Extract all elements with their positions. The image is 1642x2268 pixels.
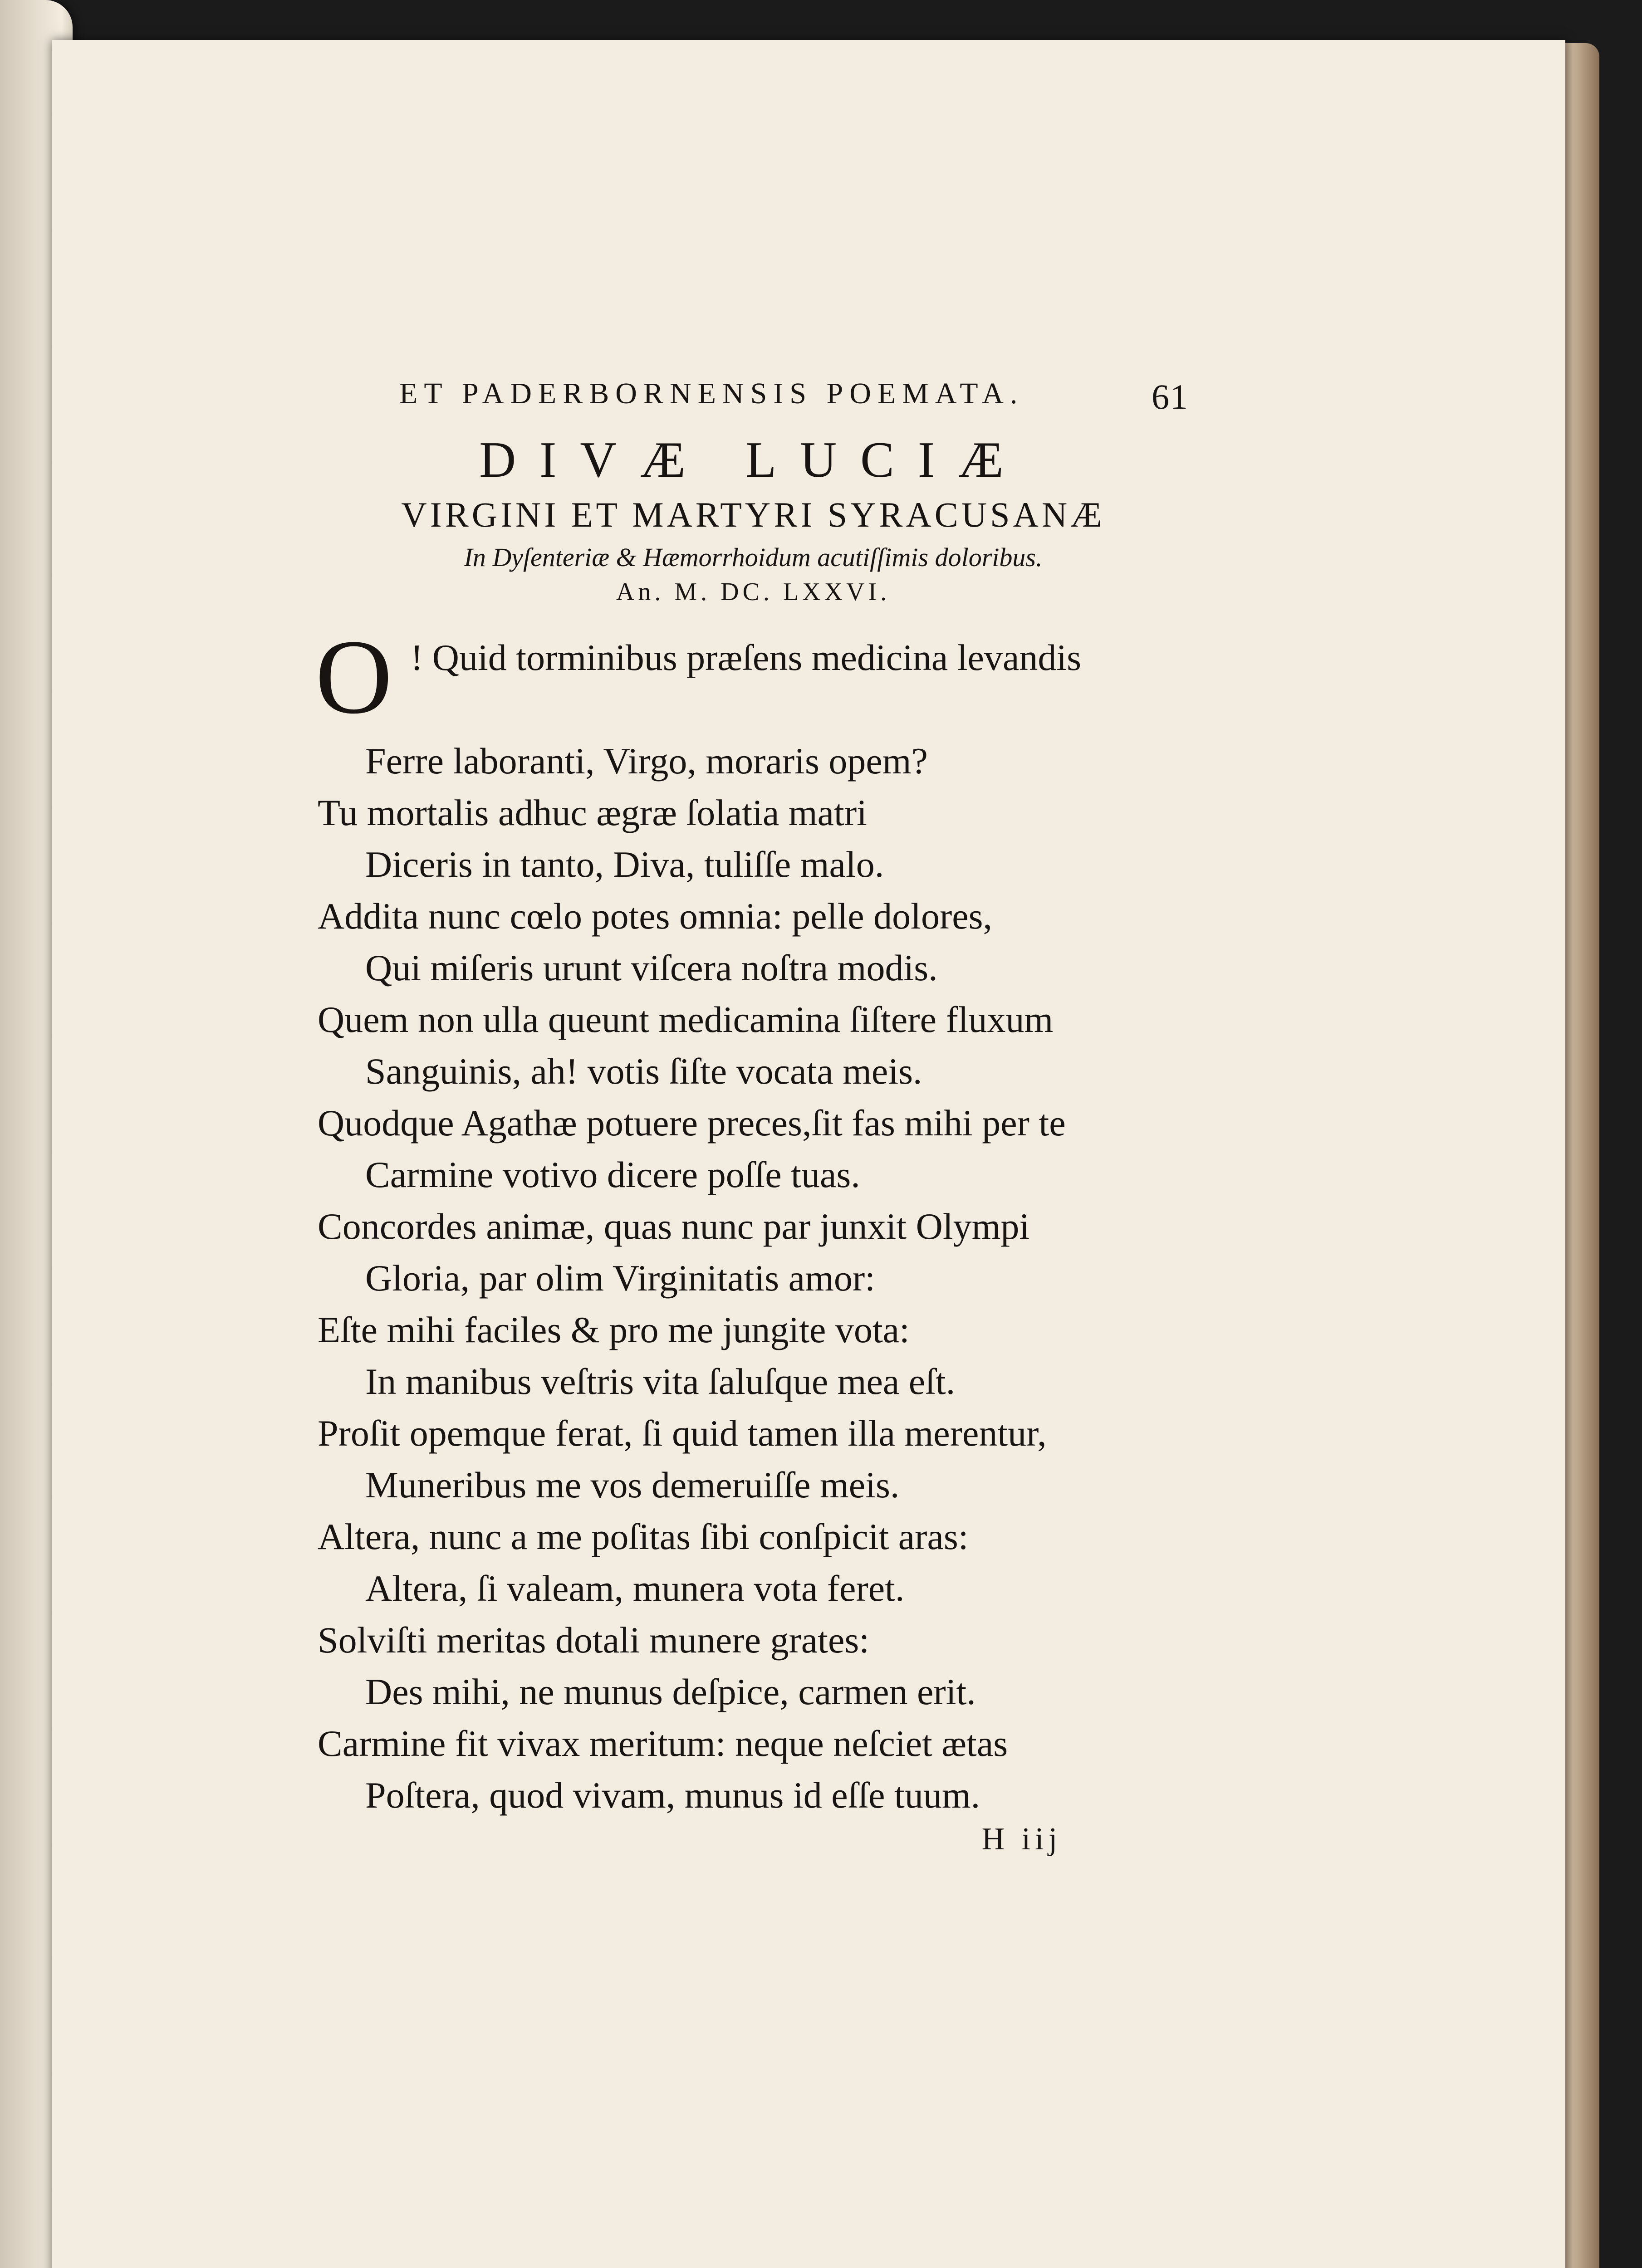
poem-title: DIVÆ LUCIÆ <box>479 432 1027 488</box>
poem-line: Altera, ſi valeam, munera vota feret. <box>365 1568 905 1609</box>
poem-line: Qui miſeris urunt viſcera noſtra modis. <box>365 947 938 988</box>
bleed-through-shadow <box>1216 357 1497 1809</box>
poem-line: Carmine votivo dicere poſſe tuas. <box>365 1154 860 1195</box>
poem-line: Altera, nunc a me poſitas ſibi conſpicit aras: <box>318 1516 969 1557</box>
poem-line: Eſte mihi faciles & pro me jungite vota: <box>318 1309 910 1350</box>
poem-line: Sanguinis, ah! votis ſiſte vocata meis. <box>365 1051 922 1092</box>
poem-line: Muneribus me vos demeruiſſe meis. <box>365 1464 900 1505</box>
poem-line: Quem non ulla queunt medicamina ſiſtere fluxum <box>318 999 1054 1040</box>
poem-subtitle: In Dyſenteriæ & Hæmorrhoidum acutiſſimis doloribus. <box>464 543 1043 572</box>
running-head-title: ET PADERBORNENSIS POEMATA. <box>399 377 1024 410</box>
poem-dedication: VIRGINI ET MARTYRI SYRACUSANÆ <box>401 495 1105 534</box>
poem-first-line <box>315 618 1189 736</box>
signature-mark: H iij <box>981 1822 1062 1857</box>
poem-line: In manibus veſtris vita ſaluſque mea eſt. <box>365 1361 956 1402</box>
poem-line: Tu mortalis adhuc ægræ ſolatia matri <box>318 792 867 833</box>
page-content <box>315 376 1189 1871</box>
poem-line: Proſit opemque ferat, ſi quid tamen illa merentur, <box>318 1413 1047 1454</box>
drop-cap: O <box>315 618 392 736</box>
page-number: 61 <box>1152 377 1189 416</box>
running-head <box>318 376 1189 426</box>
poem-body <box>315 618 1189 1821</box>
poem-line: Quodque Agathæ potuere preces,ſit fas mihi per te <box>318 1102 1066 1144</box>
poem-date: An. M. DC. LXXVI. <box>616 578 891 606</box>
poem-line: Addita nunc cœlo potes omnia: pelle dolores, <box>318 895 993 937</box>
poem-line: Diceris in tanto, Diva, tuliſſe malo. <box>365 844 884 885</box>
poem-line: Ferre laboranti, Virgo, moraris opem? <box>365 740 928 782</box>
poem-line: Solviſti meritas dotali munere grates: <box>318 1619 870 1661</box>
poem-line: Carmine fit vivax meritum: neque neſciet ætas <box>318 1723 1008 1764</box>
first-line-text: ! Quid torminibus præſens medicina levandis <box>411 637 1082 678</box>
poem-line: Des mihi, ne munus deſpice, carmen erit. <box>365 1671 976 1712</box>
poem-line: Poſtera, quod vivam, munus id eſſe tuum. <box>365 1774 980 1816</box>
poem-line: Gloria, par olim Virginitatis amor: <box>365 1257 875 1299</box>
poem-line: Concordes animæ, quas nunc par junxit Olympi <box>318 1206 1030 1247</box>
